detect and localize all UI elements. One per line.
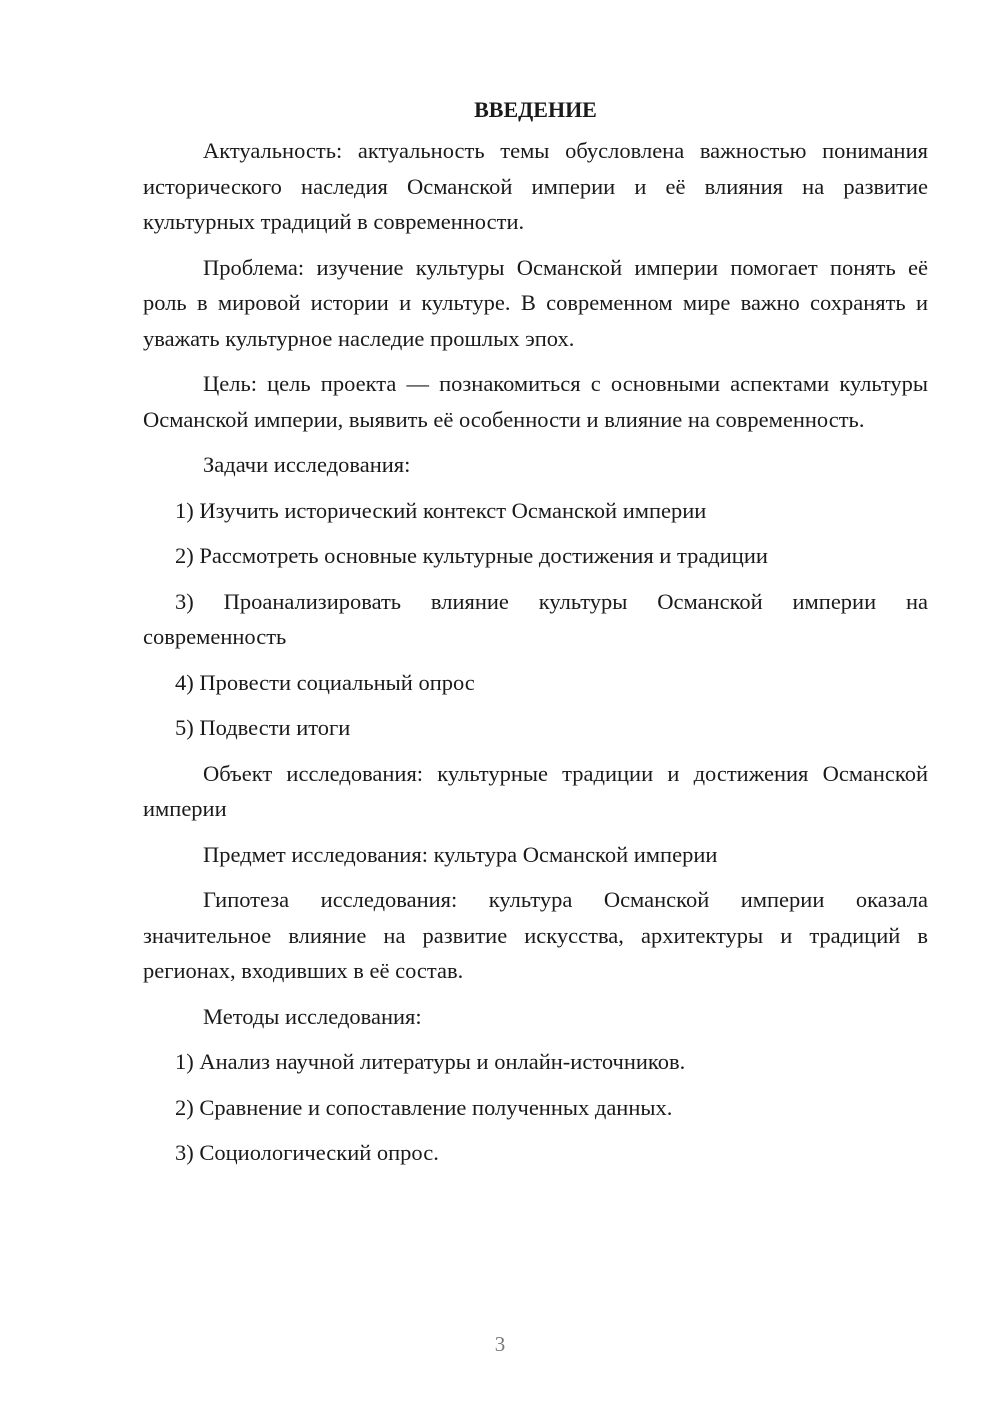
goal-paragraph: Цель: цель проекта — познакомиться с основными аспектами культуры Османской империи, выявить её особенности и влияние на современность.: [143, 371, 928, 432]
task-item-5: 5) Подвести итоги: [175, 715, 351, 740]
object-paragraph: Объект исследования: культурные традиции и достижения Османской империи: [143, 760, 928, 821]
page-title: ВВЕДЕНИЕ: [474, 97, 597, 122]
method-item-2: 2) Сравнение и сопоставление полученных данных.: [175, 1094, 673, 1120]
task-item-2: 2) Рассмотреть основные культурные достижения и традиции: [175, 543, 768, 568]
hypothesis-paragraph: Гипотеза исследования: культура Османской империи оказала значительное влияние на развитие искусства, архитектуры и традиций в регионах, входивших в её состав.: [143, 887, 928, 983]
method-item-1: 1) Анализ научной литературы и онлайн-источников.: [175, 1049, 686, 1074]
page-number: 3: [494, 1332, 506, 1356]
problem-paragraph: Проблема: изучение культуры Османской империи помогает понять её роль в мировой истории и культуре. В современном мире важно сохранять и уважать культурное наследие прошлых эпох.: [143, 254, 928, 351]
relevance-paragraph: Актуальность: актуальность темы обусловлена важностью понимания исторического наследия Османской империи и её влияния на развитие культурных традиций в современности.: [143, 138, 928, 234]
tasks-heading: Задачи исследования:: [203, 452, 411, 477]
methods-heading: Методы исследования:: [203, 1003, 422, 1029]
task-item-3: 3) Проанализировать влияние культуры Османской империи на современность: [143, 588, 928, 649]
subject-paragraph: Предмет исследования: культура Османской империи: [203, 841, 718, 867]
task-item-4: 4) Провести социальный опрос: [175, 669, 475, 695]
method-item-3: 3) Социологический опрос.: [175, 1140, 439, 1165]
task-item-1: 1) Изучить исторический контекст Османской империи: [175, 497, 707, 523]
document-body: [143, 93, 928, 1181]
